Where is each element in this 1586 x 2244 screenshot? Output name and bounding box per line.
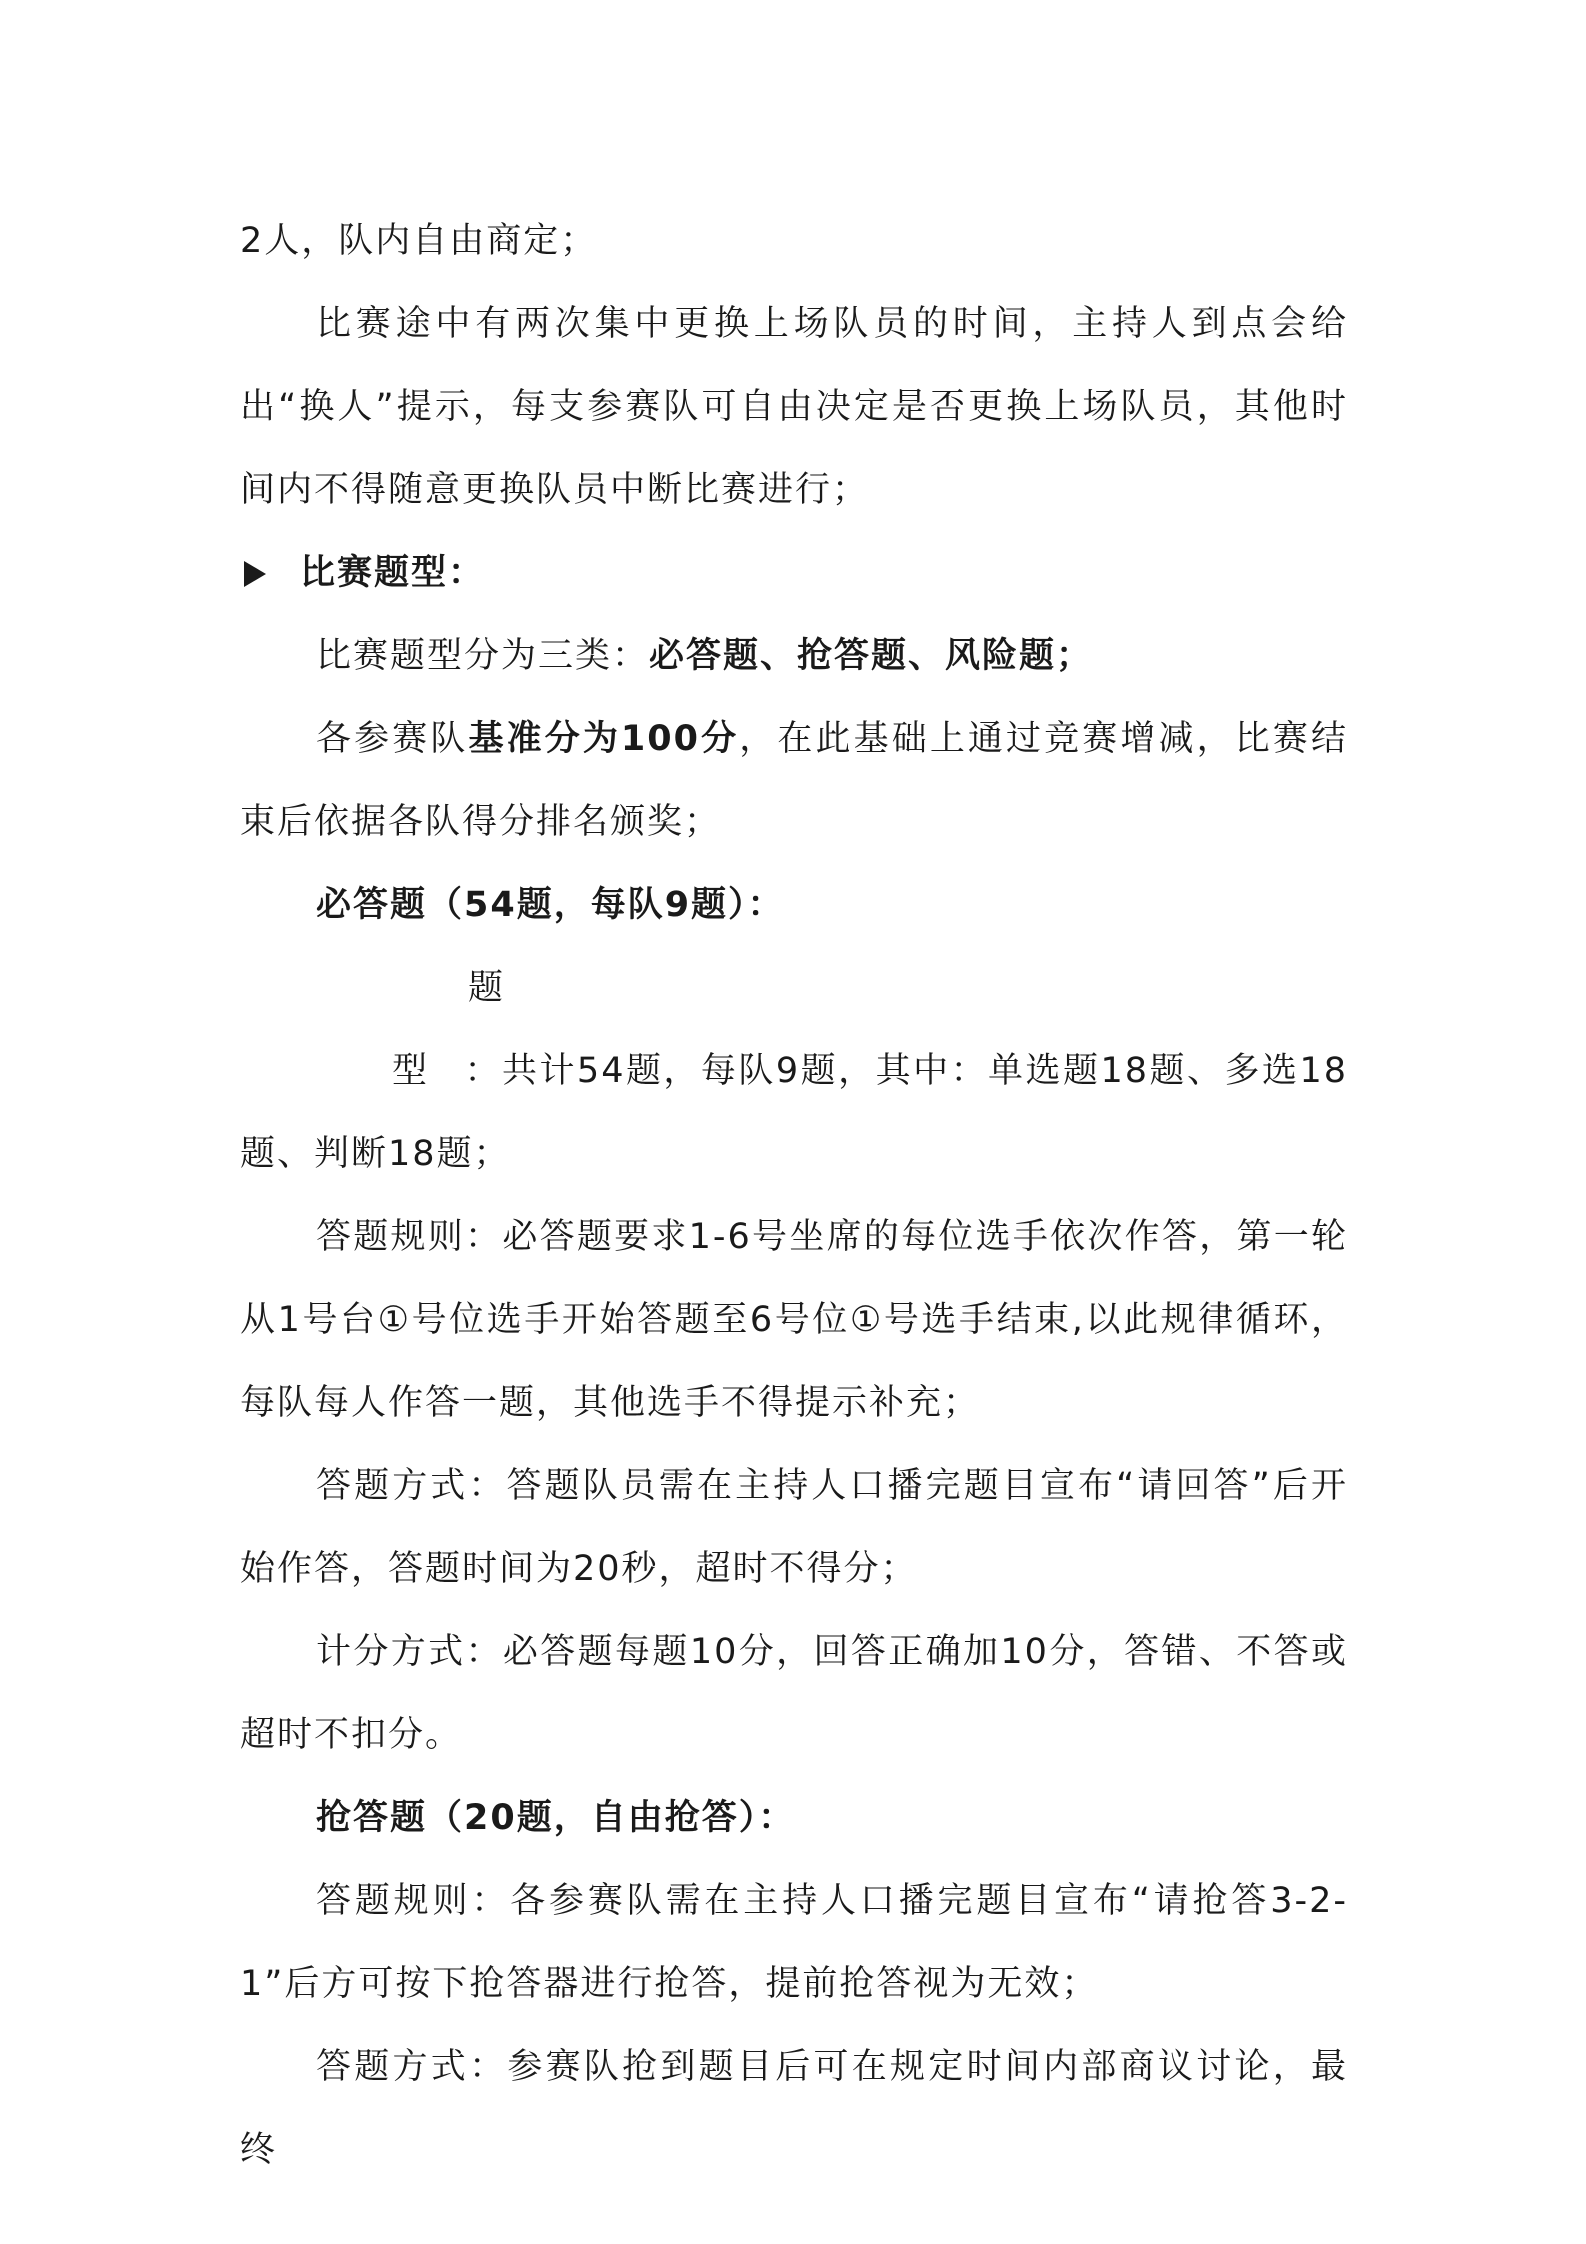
type-label [316, 947, 506, 1113]
type-label-char-1: 题 [468, 968, 506, 1008]
arrow-bullet-icon [244, 561, 266, 587]
heading-rush-questions: 抢答题（20题，自由抢答）： [316, 1798, 796, 1838]
paragraph-question-categories [240, 615, 1348, 698]
document-body [240, 200, 1348, 2192]
section-heading-question-types [240, 532, 1348, 615]
categories-lead: 比赛题型分为三类： [316, 636, 650, 676]
base-score-tail: ，在此基础上通过竞赛增减，比赛结束后依据各队得分排名颁奖； [240, 719, 1348, 842]
paragraph-substitution: 比赛途中有两次集中更换上场队员的时间，主持人到点会给出“换人”提示，每支参赛队可自由决定是否更换上场队员，其他时间内不得随意更换队员中断比赛进行； [240, 304, 1348, 510]
heading-required-questions: 必答题（54题，每队9题）： [316, 885, 785, 925]
categories-list: 必答题、抢答题、风险题； [649, 636, 1094, 676]
section-title: 比赛题型： [300, 553, 486, 593]
paragraph-team-size: 2人，队内自由商定； [240, 221, 598, 261]
paragraph-required-type [240, 947, 1348, 1196]
paragraph-base-score [240, 698, 1348, 864]
paragraph-rush-method: 答题方式：参赛队抢到题目后可在规定时间内部商议讨论，最终 [240, 2047, 1348, 2170]
paragraph-required-scoring: 计分方式：必答题每题10分，回答正确加10分，答错、不答或超时不扣分。 [240, 1632, 1348, 1755]
type-label-char-2: 型 [392, 1051, 430, 1091]
paragraph-required-rules: 答题规则：必答题要求1-6号坐席的每位选手依次作答，第一轮从1号台①号位选手开始答题至6号位①号选手结束,以此规律循环，每队每人作答一题，其他选手不得提示补充； [240, 1217, 1348, 1423]
paragraph-rush-rules: 答题规则：各参赛队需在主持人口播完题目宣布“请抢答3-2-1”后方可按下抢答器进行抢答，提前抢答视为无效； [240, 1881, 1348, 2004]
base-score-lead: 各参赛队 [316, 719, 469, 759]
type-description: ：共计54题，每队9题，其中：单选题18题、多选18题、判断18题； [240, 1051, 1348, 1174]
base-score-value: 基准分为100分 [468, 719, 740, 759]
paragraph-required-method: 答题方式：答题队员需在主持人口播完题目宣布“请回答”后开始作答，答题时间为20秒，超时不得分； [240, 1466, 1348, 1589]
